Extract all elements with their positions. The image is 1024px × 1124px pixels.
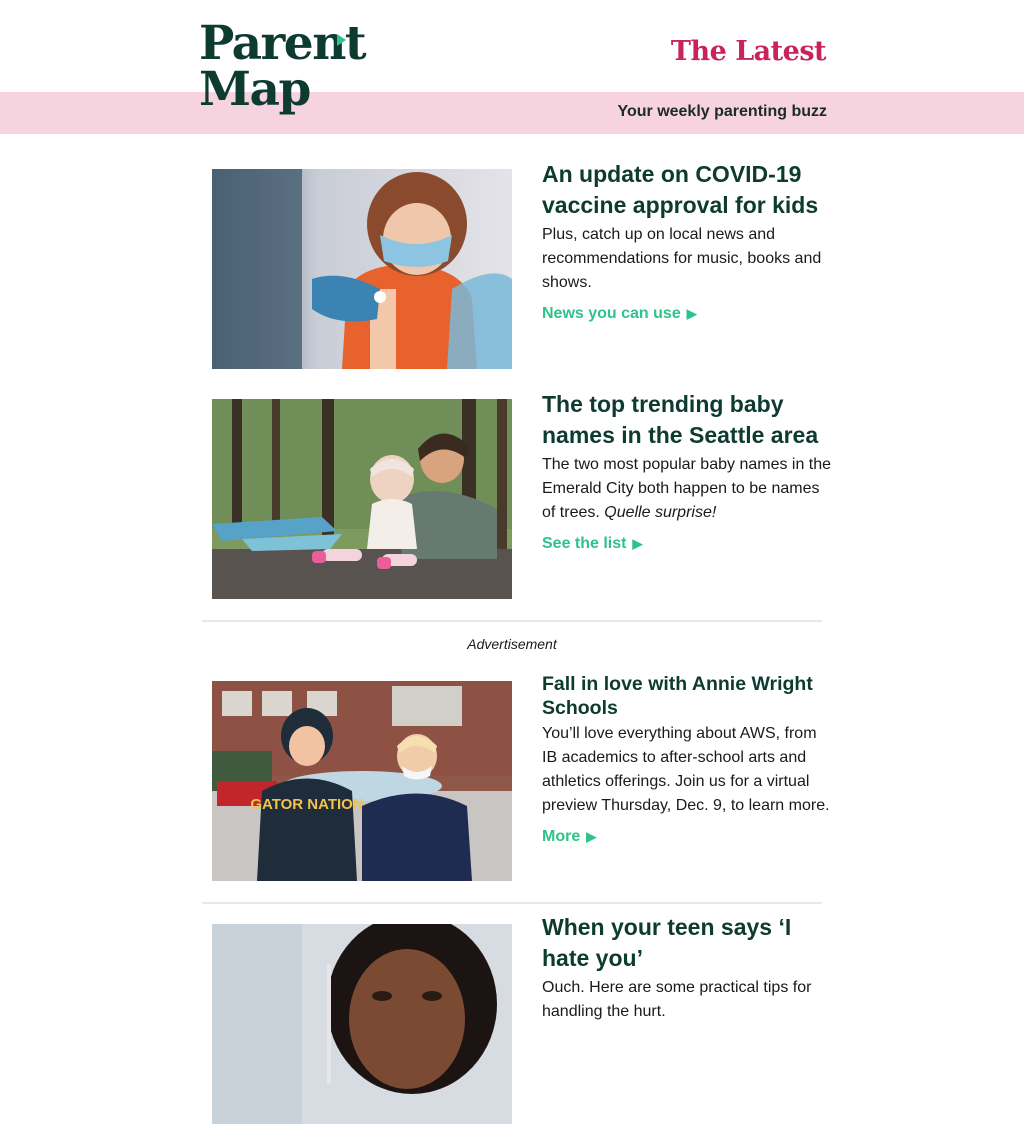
advertisement-label: Advertisement	[467, 636, 557, 652]
news-you-can-use-link[interactable]	[542, 305, 697, 323]
article-text	[542, 389, 832, 553]
play-arrow-icon: ▶	[686, 306, 697, 321]
article-summary: Ouch. Here are some practical tips for handling the hurt.	[542, 979, 812, 1020]
tagline: Your weekly parenting buzz	[617, 103, 827, 120]
vaccine-photo[interactable]	[212, 169, 512, 369]
divider	[202, 620, 822, 622]
article-title[interactable]: The top trending baby names in the Seattle area	[542, 391, 819, 448]
section-title: The Latest	[670, 36, 826, 67]
summary-text: The two most popular baby names in the Emerald City both happen to be names of trees.	[542, 456, 832, 521]
ad-summary: You’ll love everything about AWS, from IB academics to after-school arts and athletics offerings. Join us for a virtual preview Thursday, Dec. 9, to learn more.	[542, 725, 830, 814]
annie-wright-photo[interactable]	[212, 681, 512, 881]
logo-text-parent: Parent	[199, 16, 366, 71]
summary-emphasis: Quelle surprise!	[604, 504, 717, 521]
cta-label: News you can use	[542, 305, 681, 322]
article-summary: Plus, catch up on local news and recommendations for music, books and shows.	[542, 226, 822, 291]
article-text	[542, 159, 832, 323]
parentmap-logo[interactable]	[199, 16, 366, 120]
cta-label: See the list	[542, 535, 627, 552]
hoodie-text: GATOR NATION	[250, 796, 364, 813]
article-text	[542, 912, 832, 1024]
ad-title[interactable]: Fall in love with Annie Wright Schools	[542, 673, 813, 719]
logo-text-map: Map	[199, 62, 310, 117]
logo-play-icon	[337, 34, 346, 46]
tagline-band	[0, 92, 1024, 134]
teen-photo[interactable]	[212, 924, 512, 1124]
play-arrow-icon: ▶	[632, 536, 643, 551]
cta-label: More	[542, 828, 581, 845]
play-arrow-icon: ▶	[586, 829, 597, 844]
ad-text	[542, 672, 832, 846]
baby-names-photo[interactable]	[212, 399, 512, 599]
article-title[interactable]: An update on COVID-19 vaccine approval for kids	[542, 161, 819, 218]
more-link[interactable]	[542, 828, 596, 846]
divider	[202, 902, 822, 904]
see-the-list-link[interactable]	[542, 535, 642, 553]
article-summary	[542, 453, 832, 525]
article-title[interactable]: When your teen says ‘I hate you’	[542, 914, 792, 971]
